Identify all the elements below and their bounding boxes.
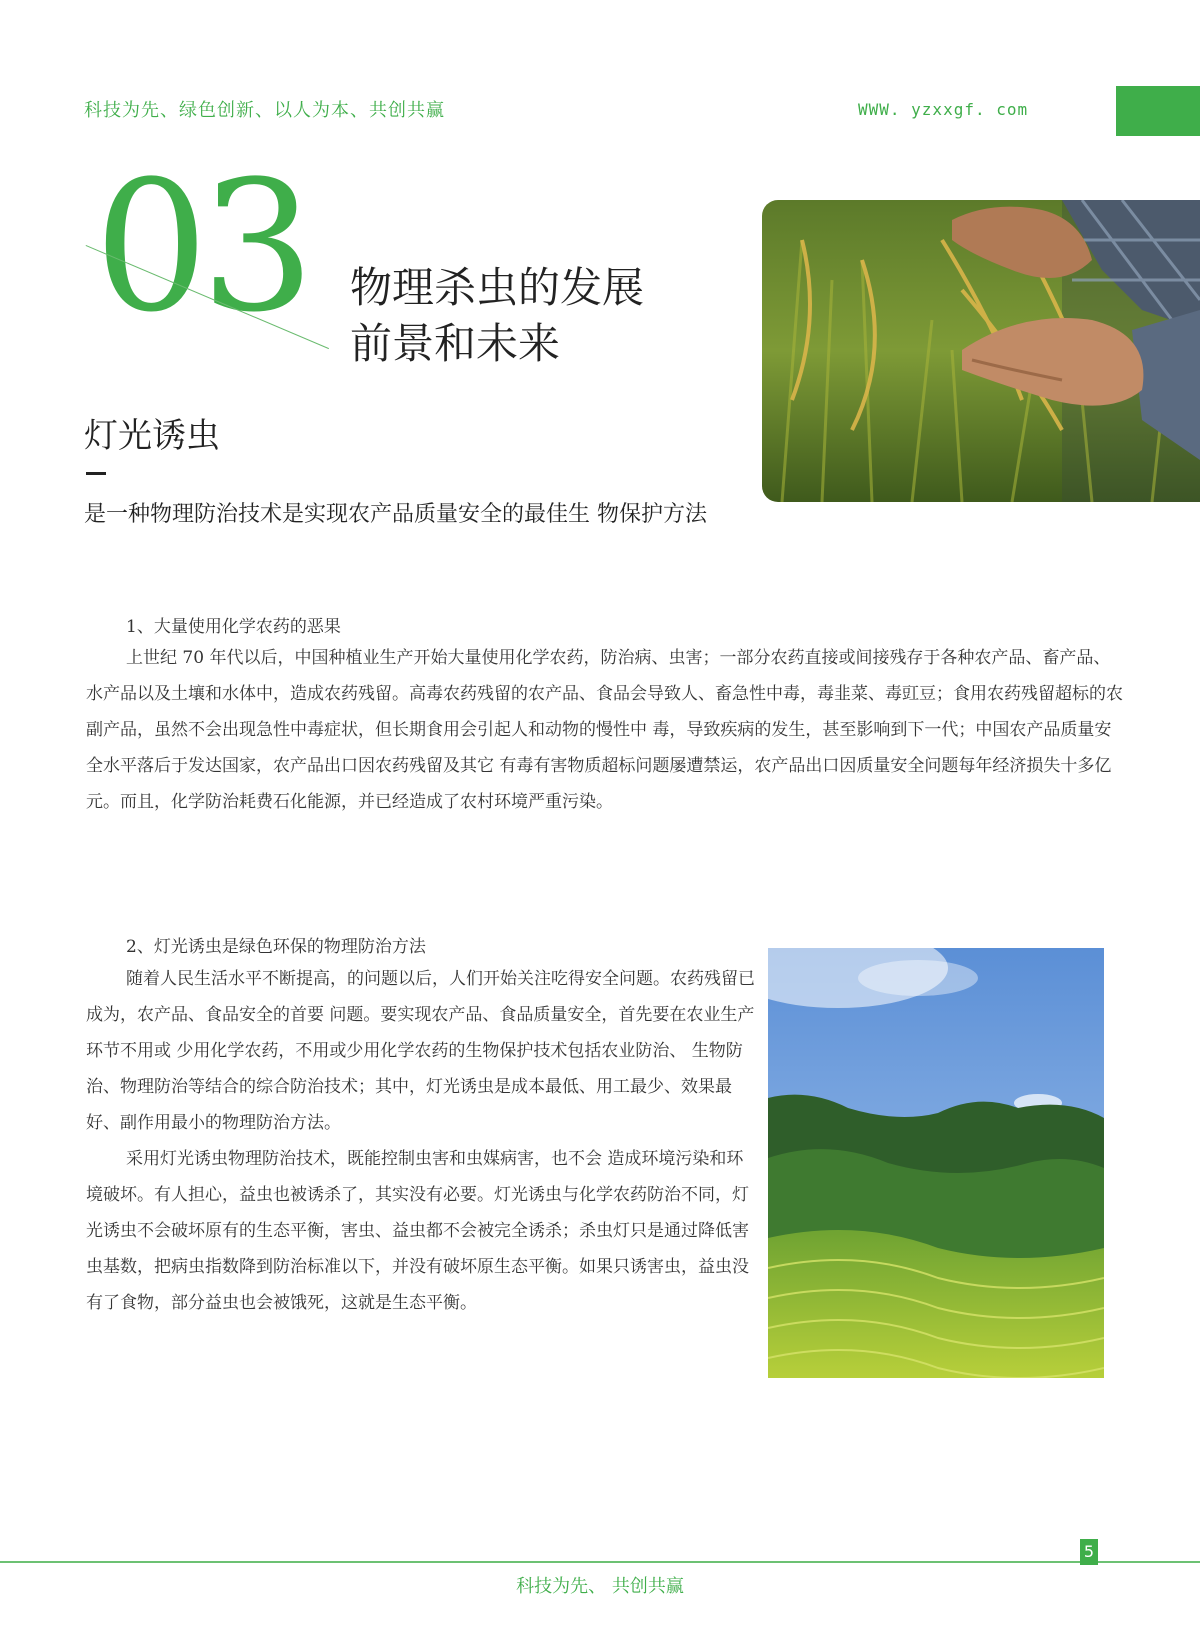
- footer-slogan: 科技为先、 共创共赢: [516, 1576, 684, 1597]
- paragraph1-body: [86, 640, 1126, 820]
- rice-harvest-image: [762, 200, 1200, 502]
- chapter-title-line2: 前景和未来: [350, 319, 561, 368]
- green-corner-tab: [1116, 86, 1200, 136]
- website-link[interactable]: WWW. yzxxgf. com: [858, 100, 1029, 119]
- paragraph2-text2: 采用灯光诱虫物理防治技术，既能控制虫害和虫媒病害，也不会 造成环境污染和环境破坏。有人担心，益虫也被诱杀了，其实没有必要。灯光诱虫与化学农药防治不同，灯光诱虫不会破坏原有的生态平衡，害虫、益虫都不会被完全诱杀；杀虫灯只是通过降低害虫基数，把病虫指数降到防治标准以下，并没有破坏原生态平衡。如果只诱害虫，益虫没有了食物，部分益虫也会被饿死，这就是生态平衡。: [86, 1149, 749, 1313]
- footer-line: [0, 1561, 1200, 1563]
- section-dash: [86, 472, 106, 475]
- header-slogan: 科技为先、绿色创新、以人为本、共创共赢: [84, 100, 445, 121]
- paragraph2-text1: 随着人民生活水平不断提高，的问题以后，人们开始关注吃得安全问题。农药残留已成为，农产品、食品安全的首要 问题。要实现农产品、食品质量安全，首先要在农业生产环节不用或 少用化学农药，不用或少用化学农药的生物保护技术包括农业防治、 生物防治、物理防治等结合的综合防治技术；其中，灯光诱虫是成本最低、用工最少、效果最好、副作用最小的物理防治方法。: [86, 969, 755, 1133]
- paragraph2-body: [86, 961, 758, 1321]
- paragraph1-text: 上世纪 70 年代以后，中国种植业生产开始大量使用化学农药，防治病、虫害；一部分农药直接或间接残存于各种农产品、畜产品、水产品以及土壤和水体中，造成农药残留。高毒农药残留的农产品、食品会导致人、畜急性中毒，毒韭菜、毒豇豆；食用农药残留超标的农副产品，虽然不会出现急性中毒症状，但长期食用会引起人和动物的慢性中 毒，导致疾病的发生，甚至影响到下一代；中国农产品质量安全水平落后于发达国家，农产品出口因农药残留及其它 有毒有害物质超标问题屡遭禁运，农产品出口因质量安全问题每年经济损失十多亿元。而且，化学防治耗费石化能源，并已经造成了农村环境严重污染。: [86, 648, 1123, 812]
- paragraph2-heading: 2、灯光诱虫是绿色环保的物理防治方法: [126, 937, 426, 957]
- paragraph1-heading: 1、大量使用化学农药的恶果: [126, 617, 341, 637]
- terraced-fields-image: [768, 948, 1104, 1378]
- page-number: 5: [1080, 1539, 1098, 1565]
- chapter-title-line1: 物理杀虫的发展: [350, 263, 645, 312]
- chapter-number: 03: [94, 143, 308, 352]
- section-subtitle: 是一种物理防治技术是实现农产品质量安全的最佳生 物保护方法: [84, 502, 707, 527]
- chapter-title: [350, 260, 644, 372]
- section-title: 灯光诱虫: [84, 416, 220, 456]
